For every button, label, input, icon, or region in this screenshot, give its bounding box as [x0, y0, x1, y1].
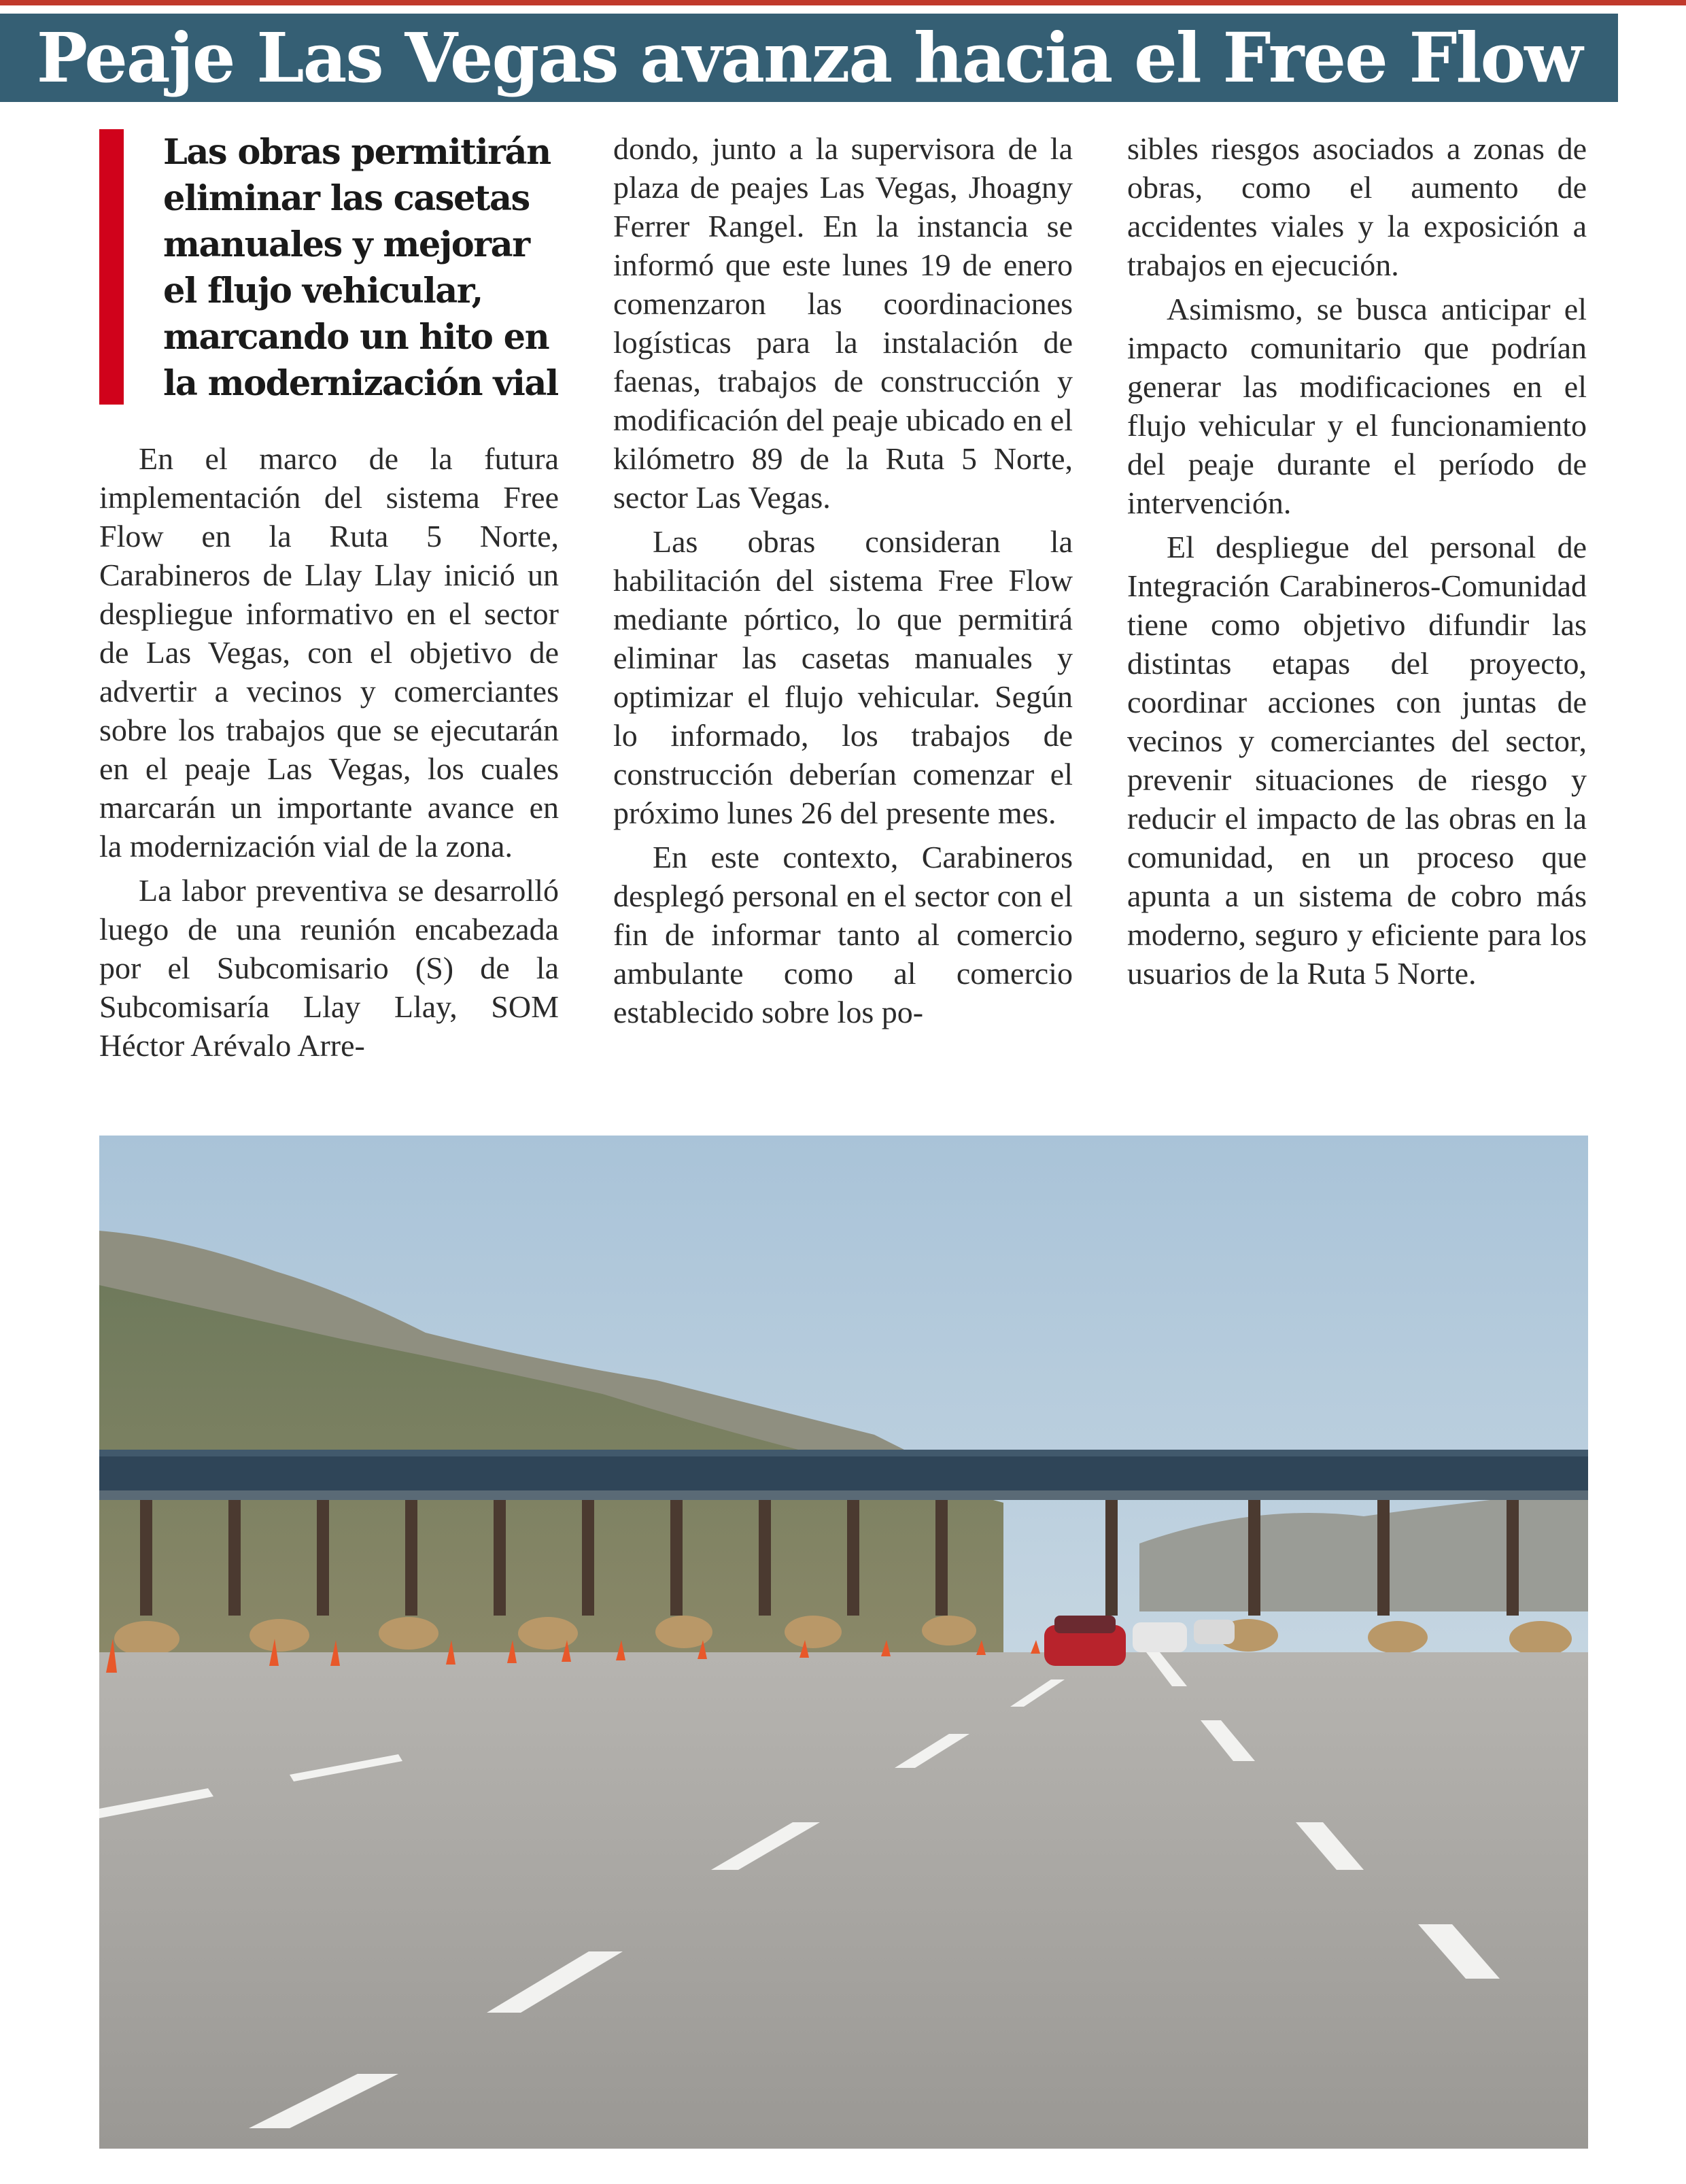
paragraph-4: Las obras consideran la habilitación del sistema Free Flow mediante pórtico, lo que permitirá eliminar las casetas manuales y optimizar el flujo vehicular. Según lo informado, los trabajos de construcción deberían comenzar el próximo lunes 26 del presente mes.	[613, 524, 1073, 830]
toll-plaza-photo	[99, 1136, 1588, 2149]
top-rule	[0, 0, 1686, 5]
column-1	[99, 129, 559, 1070]
lead-block	[99, 129, 559, 407]
paragraph-1: En el marco de la futura implementación del sistema Free Flow en la Ruta 5 Norte, Carabineros de Llay Llay inició un despliegue informativo en el sector de Las Vegas, con el objetivo de advertir a vecinos y comerciantes sobre los trabajos que se ejecutarán en el peaje Las Vegas, los cuales marcarán un importante avance en la modernización vial de la zona.	[99, 441, 559, 864]
headline-banner	[0, 14, 1618, 102]
paragraph-3: dondo, junto a la supervisora de la plaza de peajes Las Vegas, Jhoagny Ferrer Rangel. En la instancia se informó que este lunes 19 de enero comenzaron las coordinaciones logísticas para la instalación de faenas, trabajos de construcción y modificación del peaje ubicado en el kilómetro 89 de la Ruta 5 Norte, sector Las Vegas.	[613, 131, 1073, 515]
lead-text: Las obras permitirán eliminar las casetas manuales y mejorar el flujo vehicular, marcando un hito en la modernización vial	[163, 132, 558, 404]
column-2	[613, 129, 1073, 1037]
column-3	[1127, 129, 1587, 998]
paragraph-7: Asimismo, se busca anticipar el impacto comunitario que podrían generar las modificaciones en el flujo vehicular y el funcionamiento del peaje durante el período de intervención.	[1127, 292, 1587, 520]
toll-canopy	[99, 1455, 1588, 1490]
lead-accent-bar	[99, 129, 124, 405]
paragraph-2: La labor preventiva se desarrolló luego de una reunión encabezada por el Subcomisario (S) de la Subcomisaría Llay Llay, SOM Héctor Arévalo Arre-	[99, 873, 559, 1063]
headline: Peaje Las Vegas avanza hacia el Free Flow	[36, 18, 1582, 98]
paragraph-5: En este contexto, Carabineros desplegó personal en el sector con el fin de informar tanto al comercio ambulante como al comercio establecido sobre los po-	[613, 840, 1073, 1029]
paragraph-6: sibles riesgos asociados a zonas de obras, como el aumento de accidentes viales y la exposición a trabajos en ejecución.	[1127, 131, 1587, 282]
paragraph-8: El despliegue del personal de Integración Carabineros-Comunidad tiene como objetivo difundir las distintas etapas del proyecto, coordinar acciones con juntas de vecinos y comerciantes del sector, prevenir situaciones de riesgo y reducir el impacto de las obras en la comunidad, en un proceso que apunta a un sistema de cobro más moderno, seguro y eficiente para los usuarios de la Ruta 5 Norte.	[1127, 530, 1587, 991]
road-surface	[99, 1652, 1588, 2149]
